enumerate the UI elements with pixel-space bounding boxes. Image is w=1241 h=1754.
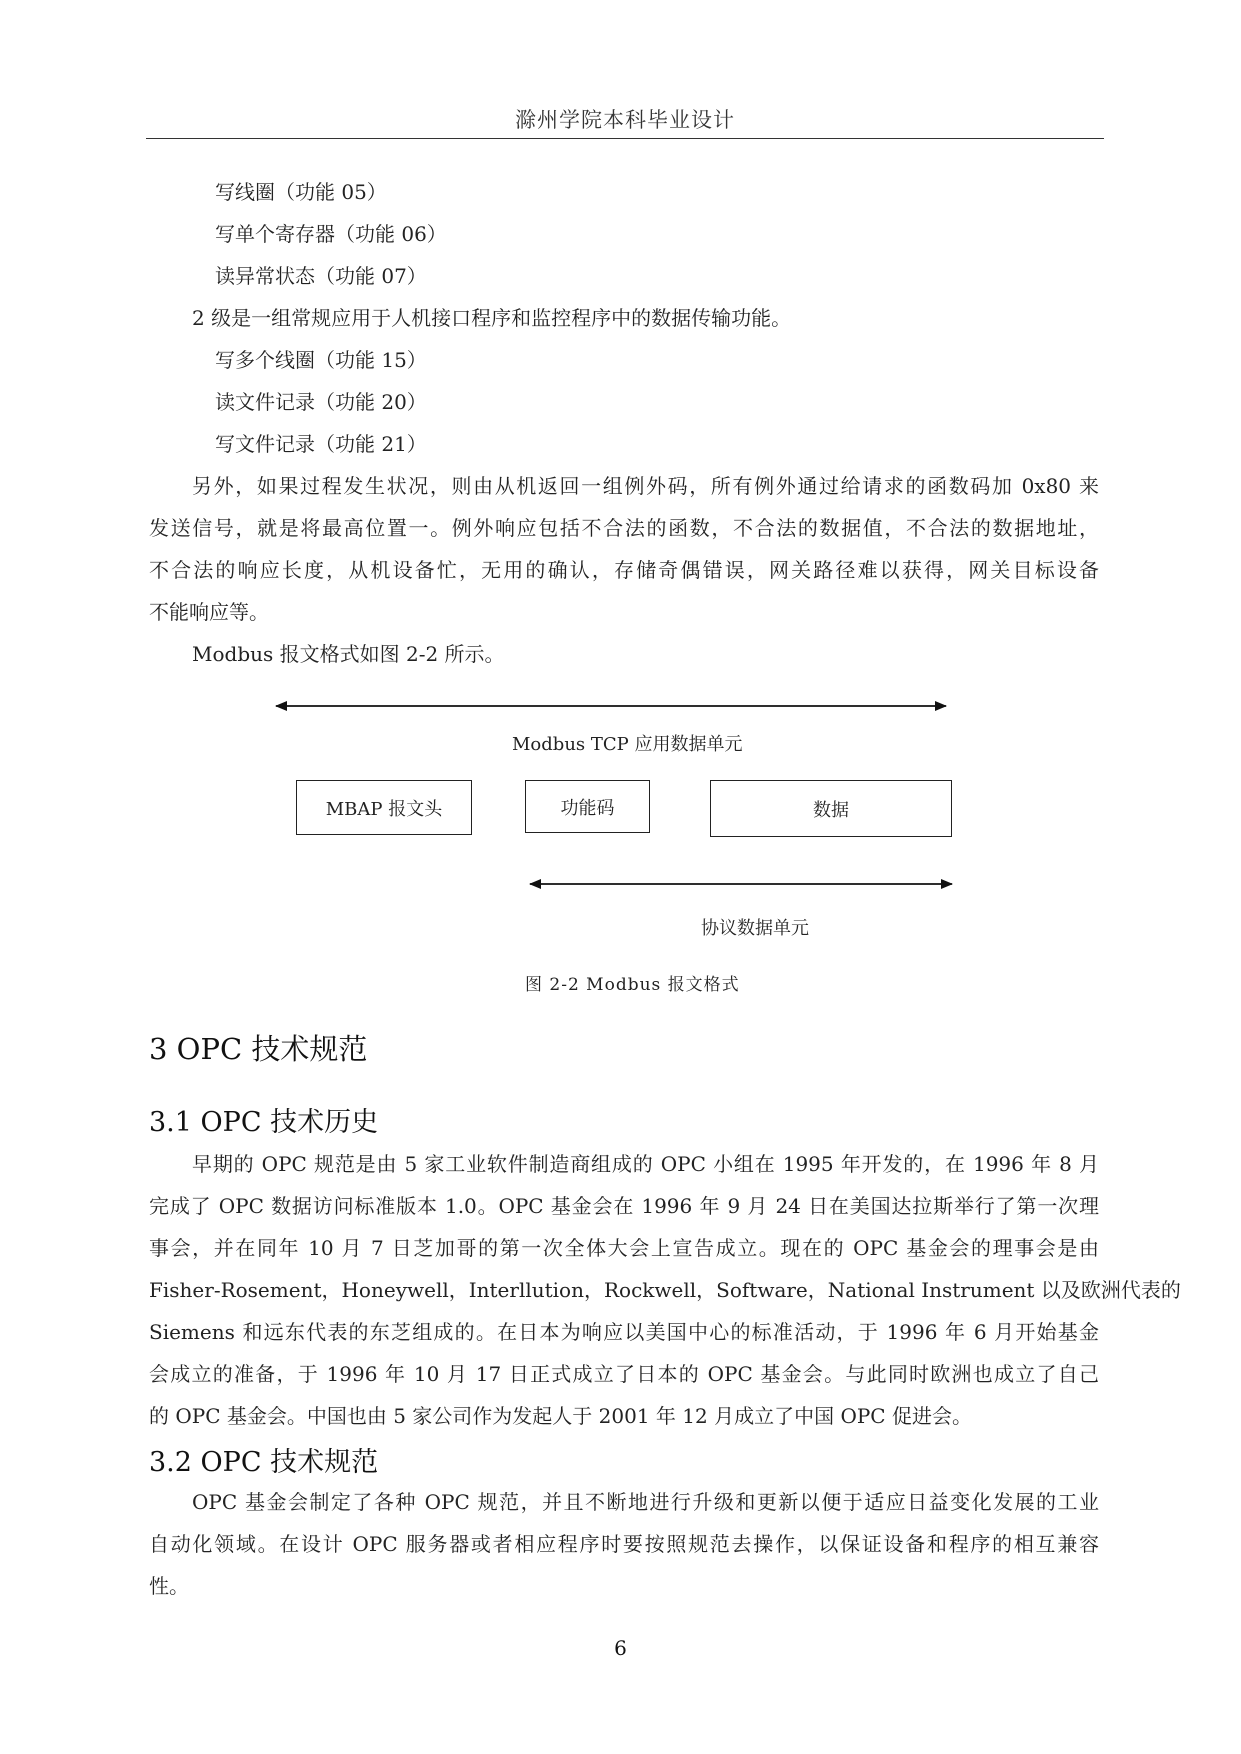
- list-item: 读文件记录（功能 20）: [215, 390, 427, 414]
- paragraph-line: 不能响应等。: [149, 600, 269, 624]
- data-label: 数据: [813, 799, 849, 821]
- header-rule: [146, 138, 1104, 139]
- mbap-header-box: [296, 780, 472, 835]
- pdu-label: 协议数据单元: [701, 918, 809, 939]
- mbap-header-label: MBAP 报文头: [325, 798, 443, 820]
- paragraph-line: 自动化领域。在设计 OPC 服务器或者相应程序时要按照规范去操作，以保证设备和程序的相互兼容: [149, 1532, 1099, 1556]
- data-box: [710, 780, 952, 837]
- paragraph-line: 不合法的响应长度，从机设备忙，无用的确认，存储奇偶错误，网关路径难以获得，网关目标设备: [149, 558, 1099, 582]
- list-item: 写文件记录（功能 21）: [215, 432, 427, 456]
- function-code-box: [525, 780, 650, 833]
- function-code-label: 功能码: [560, 797, 615, 819]
- body-text: Modbus 报文格式如图 2-2 所示。: [192, 642, 505, 666]
- paragraph-line: Siemens 和远东代表的东芝组成的。在日本为响应以美国中心的标准活动，于 1996 年 6 月开始基金: [149, 1320, 1099, 1344]
- paragraph-line: 另外，如果过程发生状况，则由从机返回一组例外码，所有例外通过给请求的函数码加 0x80 来: [192, 474, 1099, 498]
- paragraph-line: 事会，并在同年 10 月 7 日芝加哥的第一次全体大会上宣告成立。现在的 OPC 基金会的理事会是由: [149, 1236, 1099, 1260]
- list-item: 写线圈（功能 05）: [215, 180, 387, 204]
- list-item: 写单个寄存器（功能 06）: [215, 222, 447, 246]
- paragraph-line: 性。: [149, 1574, 189, 1598]
- list-item: 读异常状态（功能 07）: [215, 264, 427, 288]
- list-item: 写多个线圈（功能 15）: [215, 348, 427, 372]
- paragraph-line: 会成立的准备，于 1996 年 10 月 17 日正式成立了日本的 OPC 基金会。与此同时欧洲也成立了自己: [149, 1362, 1099, 1386]
- page-header: 滁州学院本科毕业设计: [515, 108, 735, 132]
- section-3-2-heading: 3.2 OPC 技术规范: [149, 1447, 379, 1478]
- paragraph-line: 发送信号，就是将最高位置一。例外响应包括不合法的函数，不合法的数据值，不合法的数据地址，: [149, 516, 1099, 540]
- body-text: 2 级是一组常规应用于人机接口程序和监控程序中的数据传输功能。: [192, 306, 792, 330]
- paragraph-line: 的 OPC 基金会。中国也由 5 家公司作为发起人于 2001 年 12 月成立了中国 OPC 促进会。: [149, 1404, 972, 1428]
- figure-caption: 图 2-2 Modbus 报文格式: [525, 975, 740, 995]
- paragraph-line: 完成了 OPC 数据访问标准版本 1.0。OPC 基金会在 1996 年 9 月 24 日在美国达拉斯举行了第一次理: [149, 1194, 1099, 1218]
- paragraph-line: Fisher-Rosement，Honeywell，Interllution，Rockwell，Software，National Instrument 以及欧洲代表的: [149, 1278, 1181, 1302]
- section-3-1-heading: 3.1 OPC 技术历史: [149, 1107, 379, 1138]
- paragraph-line: 早期的 OPC 规范是由 5 家工业软件制造商组成的 OPC 小组在 1995 年开发的，在 1996 年 8 月: [192, 1152, 1099, 1176]
- page-number: 6: [614, 1636, 627, 1660]
- section-3-heading: 3 OPC 技术规范: [149, 1032, 368, 1066]
- paragraph-line: OPC 基金会制定了各种 OPC 规范，并且不断地进行升级和更新以便于适应日益变化发展的工业: [192, 1490, 1099, 1514]
- adu-label: Modbus TCP 应用数据单元: [512, 734, 743, 755]
